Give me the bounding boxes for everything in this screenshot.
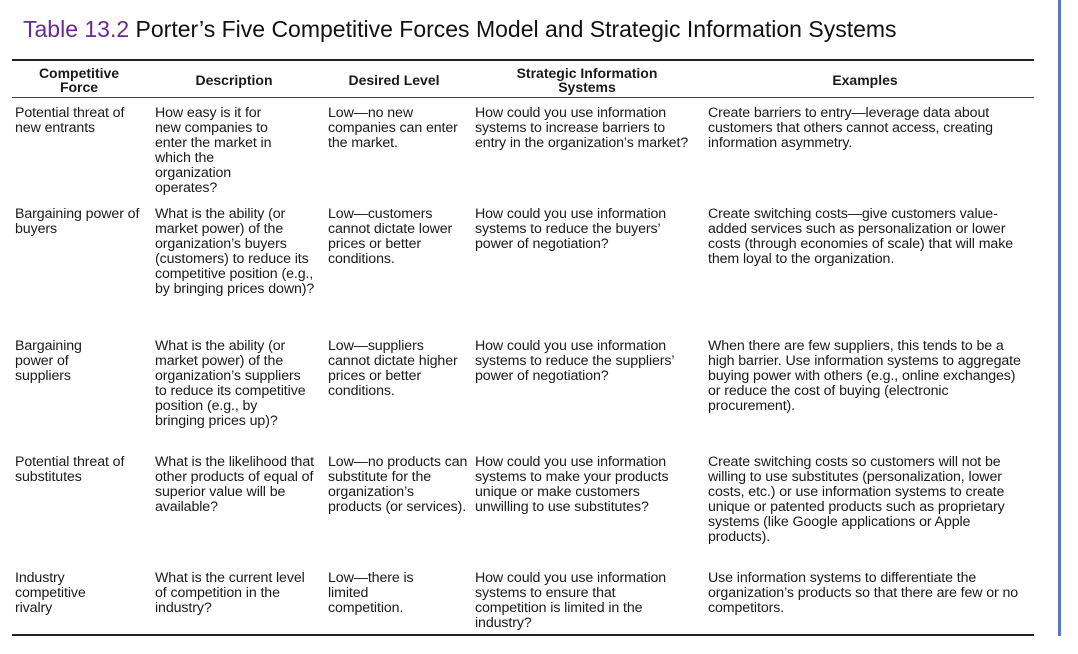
- row-5-strategic-is: How could you use information systems to ensure that competition is limited in the industry?: [475, 570, 667, 631]
- row-5-force: Industry competitive rivalry: [15, 570, 86, 616]
- header-strategic-information-systems: Strategic Information Systems: [516, 65, 658, 95]
- row-1-examples: Create barriers to entry—leverage data about customers that others cannot access, creating information asymmetry.: [708, 105, 993, 151]
- page-edge-bar: [1058, 0, 1061, 636]
- header-competitive-force: Competitive Force: [38, 65, 120, 95]
- row-3-examples: When there are few suppliers, this tends to be a high barrier. Use information systems to aggregate buying power with others (e.g., online exchanges) or reduce the cost of buying (electronic procurement).: [708, 338, 1021, 414]
- row-3-force: Bargaining power of suppliers: [15, 338, 82, 384]
- table-caption: Porter’s Five Competitive Forces Model and Strategic Information Systems: [135, 16, 897, 42]
- header-examples: Examples: [832, 72, 898, 88]
- table-number: Table 13.2: [23, 16, 130, 42]
- row-4-force: Potential threat of substitutes: [15, 454, 125, 485]
- row-2-examples: Create switching costs—give customers value-added services such as personalization or lower costs (through economies of scale) that will make them loyal to the organization.: [708, 206, 1013, 267]
- row-3-description: What is the ability (or market power) of the organization’s suppliers to reduce its competitive position (e.g., by bringing prices up)?: [155, 338, 306, 429]
- row-2-strategic-is: How could you use information systems to reduce the buyers’ power of negotiation?: [475, 206, 667, 252]
- row-4-description: What is the likelihood that other products of equal of superior value will be available?: [155, 454, 314, 515]
- table-bottom-rule: [12, 634, 1034, 636]
- row-5-description: What is the current level of competition in the industry?: [155, 570, 305, 616]
- row-1-desired-level: Low—no new companies can enter the market.: [328, 105, 458, 151]
- row-2-desired-level: Low—customers cannot dictate lower prices or better conditions.: [328, 206, 453, 267]
- table-header-rule: [12, 97, 1034, 98]
- header-desired-level: Desired Level: [348, 72, 440, 88]
- header-description: Description: [195, 72, 273, 88]
- row-4-desired-level: Low—no products can substitute for the organization’s products (or services).: [328, 454, 468, 515]
- row-4-examples: Create switching costs so customers will not be willing to use substitutes (personalization, lower costs, etc.) or use information systems to create unique or patented products such as proprietary systems (like Google applications or Apple products).: [708, 454, 1005, 545]
- row-1-description: How easy is it for new companies to enter the market in which the organization operates?: [155, 105, 272, 196]
- row-4-strategic-is: How could you use information systems to make your products unique or make customers unwilling to use substitutes?: [475, 454, 669, 515]
- row-5-examples: Use information systems to differentiate the organization’s products so that there are few or no competitors.: [708, 570, 1019, 616]
- table-top-rule: [12, 59, 1034, 61]
- row-5-desired-level: Low—there is limited competition.: [328, 570, 414, 616]
- row-1-strategic-is: How could you use information systems to increase barriers to entry in the organization’s market?: [475, 105, 689, 151]
- row-2-force: Bargaining power of buyers: [15, 206, 140, 237]
- row-3-strategic-is: How could you use information systems to reduce the suppliers’ power of negotiation?: [475, 338, 674, 384]
- table-title: [23, 14, 1043, 44]
- row-2-description: What is the ability (or market power) of the organization’s buyers (customers) to reduce its competitive position (e.g., by bringing prices down)?: [155, 206, 315, 297]
- row-1-force: Potential threat of new entrants: [15, 105, 125, 136]
- row-3-desired-level: Low—suppliers cannot dictate higher prices or better conditions.: [328, 338, 458, 399]
